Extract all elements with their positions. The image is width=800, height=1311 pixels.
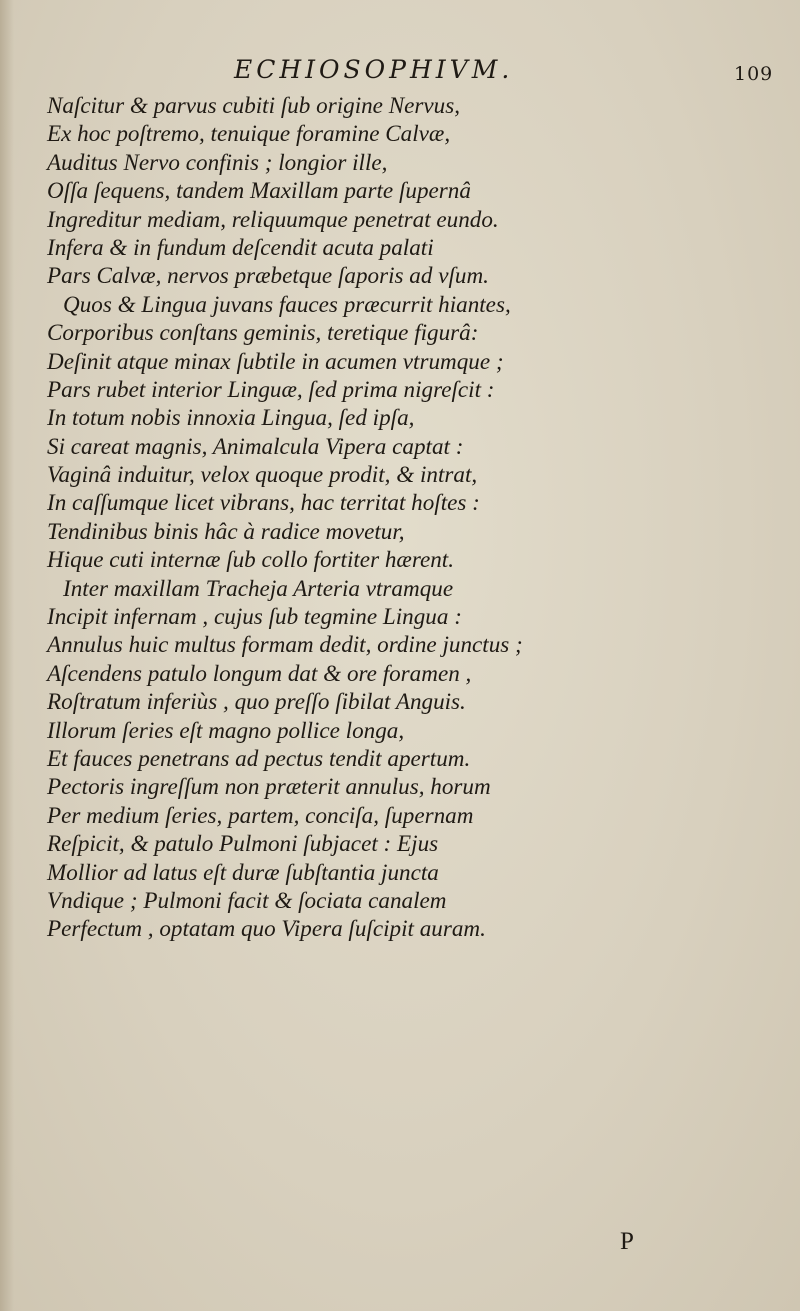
verse-line: Pars rubet interior Linguæ, ſed prima nigreſcit : xyxy=(47,376,495,403)
verse-line: Si careat magnis, Animalcula Vipera captat : xyxy=(47,433,464,460)
verse-line: Illorum ſeries eſt magno pollice longa, xyxy=(47,717,405,744)
verse-line: Infera & in fundum deſcendit acuta palati xyxy=(47,234,434,261)
verse-line: Vaginâ induitur, velox quoque prodit, & intrat, xyxy=(47,462,478,489)
verse-line: Inter maxillam Tracheja Arteria vtramque xyxy=(63,575,454,602)
verse-line: Quos & Lingua juvans fauces præcurrit hiantes, xyxy=(63,291,511,318)
running-title: ECHIOSOPHIVM. xyxy=(234,55,514,84)
verse-line: In caſſumque licet vibrans, hac territat hoſtes : xyxy=(47,490,480,517)
verse-line: Tendinibus binis hâc à radice movetur, xyxy=(47,518,405,545)
verse-line: Per medium ſeries, partem, conciſa, ſupernam xyxy=(47,802,474,829)
verse-line: Ex hoc poſtremo, tenuique foramine Calvæ, xyxy=(47,121,451,148)
verse-line: Reſpicit, & patulo Pulmoni ſubjacet : Ejus xyxy=(47,831,439,858)
verse-line: Naſcitur & parvus cubiti ſub origine Nervus, xyxy=(47,93,461,119)
verse-line: Deſinit atque minax ſubtile in acumen vtrumque ; xyxy=(47,348,504,375)
verse-block xyxy=(0,92,800,944)
verse-line: Et fauces penetrans ad pectus tendit apertum. xyxy=(47,745,471,772)
verse-line: Incipit infernam , cujus ſub tegmine Lingua : xyxy=(47,604,462,631)
verse-line: Aſcendens patulo longum dat & ore foramen , xyxy=(47,660,472,687)
verse-line: Mollior ad latus eſt duræ ſubſtantia juncta xyxy=(47,859,439,886)
verse-line: Oſſa ſequens, tandem Maxillam parte ſupernâ xyxy=(47,178,471,205)
verse-line: Annulus huic multus formam dedit, ordine junctus ; xyxy=(47,632,523,659)
page-header xyxy=(0,55,800,95)
verse-line: Auditus Nervo confinis ; longior ille, xyxy=(47,149,388,176)
catchword: P xyxy=(620,1228,634,1255)
verse-line: Corporibus conſtans geminis, teretique figurâ: xyxy=(47,320,479,347)
page-number: 109 xyxy=(734,63,774,85)
verse-line: Vndique ; Pulmoni facit & ſociata canalem xyxy=(47,887,447,914)
verse-line: Ingreditur mediam, reliquumque penetrat eundo. xyxy=(47,206,499,233)
verse-line: Pars Calvæ, nervos præbetque ſaporis ad vſum. xyxy=(47,263,489,290)
verse-line: Roſtratum inferiùs , quo preſſo ſibilat Anguis. xyxy=(47,689,466,716)
verse-line: Pectoris ingreſſum non præterit annulus, horum xyxy=(47,774,491,801)
verse-line: Hique cuti internæ ſub collo fortiter hærent. xyxy=(47,547,455,574)
verse-line: In totum nobis innoxia Lingua, ſed ipſa, xyxy=(47,405,415,432)
verse-line: Perfectum , optatam quo Vipera ſuſcipit auram. xyxy=(47,916,486,943)
